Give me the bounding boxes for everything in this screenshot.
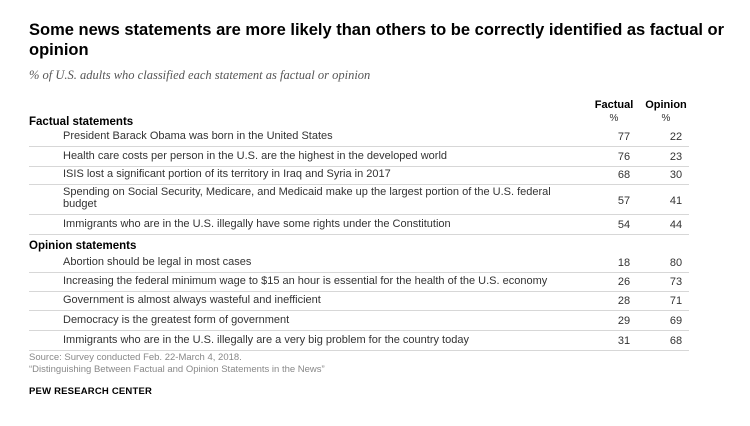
table-row [29,187,689,215]
factual-value: 54 [617,219,631,231]
table-row [29,293,689,311]
factual-value: 28 [617,295,631,307]
column-header-opinion-unit: % [661,113,671,124]
chart-subtitle: % of U.S. adults who classified each statement as factual or opinion [29,68,371,82]
factual-value: 18 [617,257,631,269]
opinion-value: 68 [669,335,683,347]
opinion-value: 73 [669,276,683,288]
pew-logo: PEW RESEARCH CENTER [29,386,153,397]
column-header-factual-label: Factual [594,99,634,111]
table-row [29,217,689,235]
table-row [29,333,689,351]
statement-label: Government is almost always wasteful and inefficient [63,294,321,306]
factual-value: 68 [617,169,631,181]
opinion-value: 71 [669,295,683,307]
statement-label: Democracy is the greatest form of government [63,314,290,326]
table-row [29,255,689,273]
statement-label: ISIS lost a significant portion of its territory in Iraq and Syria in 2017 [63,168,391,180]
opinion-value: 69 [669,315,683,327]
factual-value: 31 [617,335,631,347]
table-row [29,129,689,147]
column-header-opinion-label: Opinion [645,99,687,111]
table-row [29,274,689,292]
factual-value: 26 [617,276,631,288]
source-text: Source: Survey conducted Feb. 22-March 4, 2018. [29,352,242,363]
opinion-value: 41 [669,195,683,207]
section-heading: Opinion statements [29,240,137,252]
statement-label: President Barack Obama was born in the United States [63,130,333,142]
factual-value: 77 [617,131,631,143]
chart-title: Some news statements are more likely than others to be correctly identified as factual or opinion [29,21,725,59]
table-row [29,167,689,185]
opinion-value: 44 [669,219,683,231]
statement-label: Abortion should be legal in most cases [63,256,252,268]
factual-value: 57 [617,195,631,207]
opinion-value: 22 [669,131,683,143]
opinion-value: 80 [669,257,683,269]
statement-label: Spending on Social Security, Medicare, and Medicaid make up the largest portion of the U.S. federal budget [63,186,551,210]
statement-label: Increasing the federal minimum wage to $15 an hour is essential for the health of the U.S. economy [63,275,548,287]
factual-value: 76 [617,151,631,163]
statement-label: Health care costs per person in the U.S. are the highest in the developed world [63,150,448,162]
source-note [29,352,729,376]
table-row [29,313,689,331]
column-header-factual-unit: % [609,113,619,124]
opinion-value: 23 [669,151,683,163]
statement-label: Immigrants who are in the U.S. illegally have some rights under the Constitution [63,218,451,230]
report-title: “Distinguishing Between Factual and Opinion Statements in the News” [29,364,325,375]
section-heading: Factual statements [29,116,134,128]
opinion-value: 30 [669,169,683,181]
table-row [29,149,689,167]
statement-label: Immigrants who are in the U.S. illegally are a very big problem for the country today [63,334,469,346]
factual-value: 29 [617,315,631,327]
